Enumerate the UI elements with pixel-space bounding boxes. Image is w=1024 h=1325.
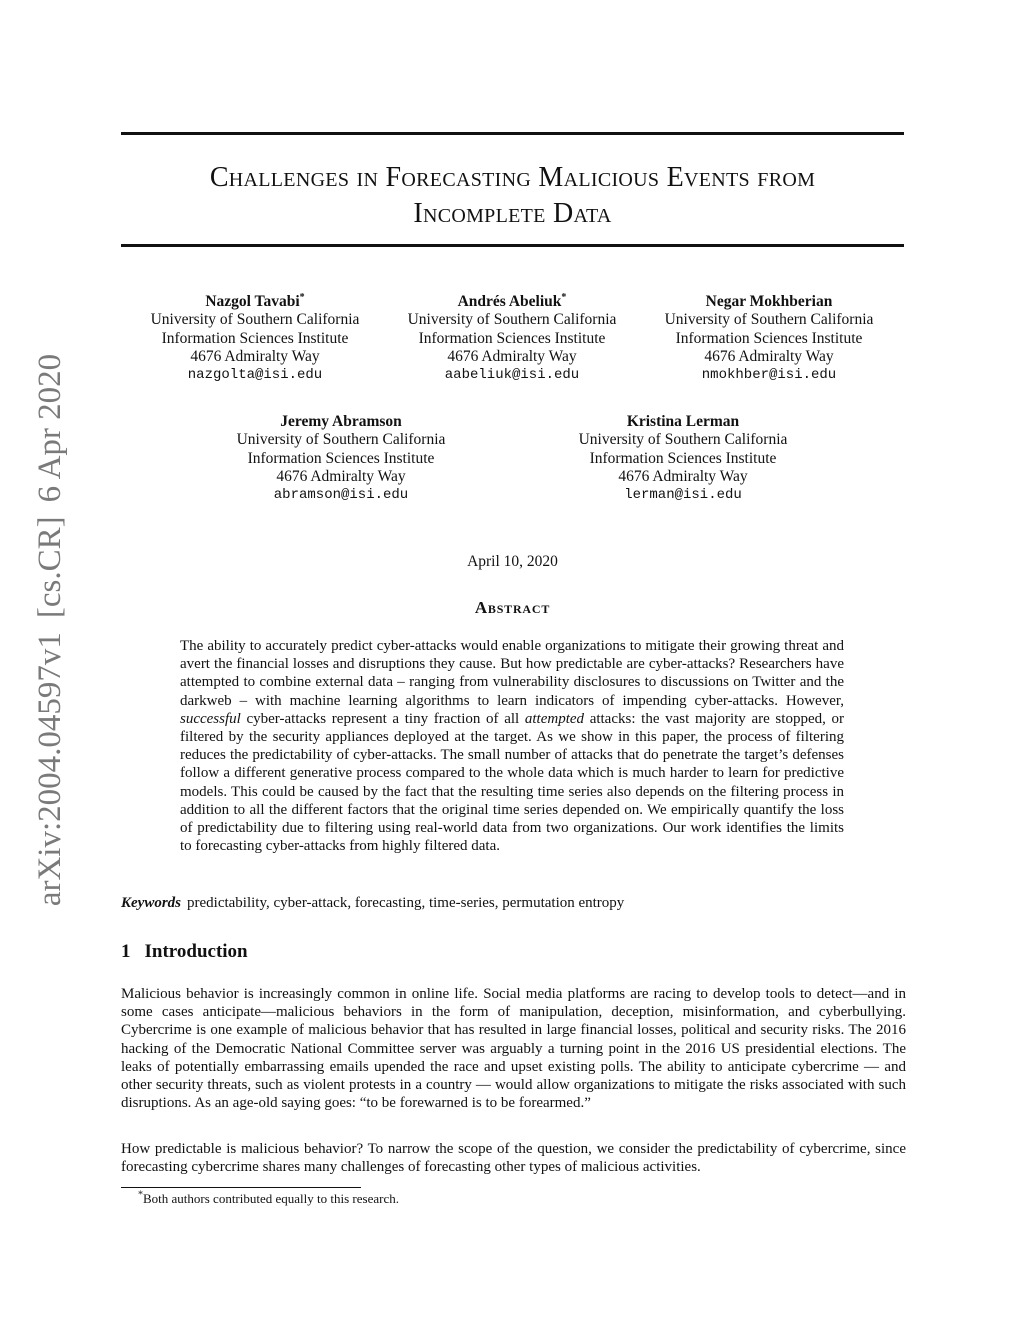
author-block [558, 413, 808, 504]
author-address: 4676 Admiralty Way [276, 467, 406, 485]
author-institute: Information Sciences Institute [675, 329, 863, 347]
author-address: 4676 Admiralty Way [704, 347, 834, 365]
author-name: Jeremy Abramson [280, 413, 402, 430]
section-number: 1 [121, 941, 131, 962]
intro-paragraph-1: Malicious behavior is increasingly common in online life. Social media platforms are racing to develop tools to detect—and in some cases anticipate—malicious behaviors in the form of manipulation, deception, misinformation, and cyberbullying. Cybercrime is one example of malicious behavior that has resulted in large financial losses, political and security risks. The 2016 hacking of the Democratic National Committee server was arguably a turning point in the 2016 US presidential elections. The leaks of potentially embarrassing emails upended the race and upset existing polls. The ability to anticipate cybercrime — and other security threats, such as violent protests in a country — would allow organizations to mitigate the risks associated with such disruptions. As an age-old saying goes: “to be forewarned is to be forearmed.” [121, 986, 906, 1112]
author-block [130, 293, 380, 384]
keywords-text: predictability, cyber-attack, forecasting, time-series, permutation entropy [187, 895, 625, 911]
abstract-text: The ability to accurately predict cyber-attacks would enable organizations to mitigate their growing threat and avert the financial losses and disruptions they cause. But how predictable are cyber-attacks? Researchers have attempted to combine external data – ranging from vulnerability disclosures to discussions on Twitter and the darkweb – with machine learning algorithms to learn indicators of impending cyber-attacks. However, successful cyber-attacks represent a tiny fraction of all attempted attacks: the vast majority are stopped, or filtered by the security appliances deployed at the target. As we show in this paper, the process of filtering reduces the predictability of cyber-attacks. The small number of attacks that do penetrate the target’s defenses follow a different generative process compared to the whole data which is much harder to learn for predictive models. This could be caused by the fact that the resulting time series also depends on the filtering process in addition to all the different factors that the original time series depended on. We empirically quantify the loss of predictability due to filtering using real-world data from two organizations. Our work identifies the limits to forecasting cyber-attacks from highly filtered data. [180, 638, 845, 855]
author-address: 4676 Admiralty Way [190, 347, 320, 365]
keywords [121, 894, 904, 912]
author-block [644, 293, 894, 384]
title-bottom-rule [121, 244, 904, 247]
title-line-1: Challenges in Forecasting Malicious Events from [209, 162, 816, 193]
arxiv-id: arXiv:2004.04597v1 [32, 632, 68, 907]
footnote-rule [121, 1187, 361, 1188]
intro-paragraph-2: How predictable is malicious behavior? To narrow the scope of the question, we consider the predictability of cybercrime, since forecasting cybercrime shares many challenges of forecasting other types of malicious activities. [121, 1141, 906, 1176]
title-line-2: Incomplete Data [413, 198, 612, 229]
author-affiliation: University of Southern California [407, 311, 617, 329]
abstract-heading: Abstract [474, 598, 551, 617]
author-name: Negar Mokhberian [705, 293, 833, 310]
author-institute: Information Sciences Institute [161, 329, 349, 347]
emphasis-successful: successful [180, 710, 241, 727]
author-address: 4676 Admiralty Way [618, 467, 748, 485]
author-institute: Information Sciences Institute [589, 449, 777, 467]
arxiv-sidebar-stamp [30, 330, 70, 930]
paper-date: April 10, 2020 [467, 553, 558, 570]
footnote-mark: * [138, 1189, 143, 1201]
section-title: Introduction [144, 941, 248, 962]
author-block [216, 413, 466, 504]
author-address: 4676 Admiralty Way [447, 347, 577, 365]
author-email[interactable]: nazgolta@isi.edu [187, 367, 323, 384]
author-affiliation: University of Southern California [578, 431, 788, 449]
author-email[interactable]: nmokhber@isi.edu [701, 367, 837, 384]
title-top-rule [121, 132, 904, 135]
footnote [138, 1191, 838, 1207]
author-name: Kristina Lerman [626, 413, 740, 430]
arxiv-date: 6 Apr 2020 [32, 353, 68, 503]
keywords-label: Keywords [121, 895, 181, 911]
footnote-text: Both authors contributed equally to this research. [143, 1191, 399, 1206]
arxiv-category: [cs.CR] [32, 516, 68, 619]
author-affiliation: University of Southern California [664, 311, 874, 329]
author-name: Nazgol Tavabi* [205, 291, 305, 310]
section-heading-introduction [121, 940, 904, 964]
paper-title [121, 160, 904, 232]
author-block [387, 293, 637, 384]
author-email[interactable]: abramson@isi.edu [273, 487, 409, 504]
author-email[interactable]: aabeliuk@isi.edu [444, 367, 580, 384]
author-institute: Information Sciences Institute [418, 329, 606, 347]
emphasis-attempted: attempted [524, 710, 585, 727]
author-institute: Information Sciences Institute [247, 449, 435, 467]
author-affiliation: University of Southern California [150, 311, 360, 329]
author-name: Andrés Abeliuk* [457, 291, 567, 310]
author-affiliation: University of Southern California [236, 431, 446, 449]
author-email[interactable]: lerman@isi.edu [624, 487, 742, 504]
